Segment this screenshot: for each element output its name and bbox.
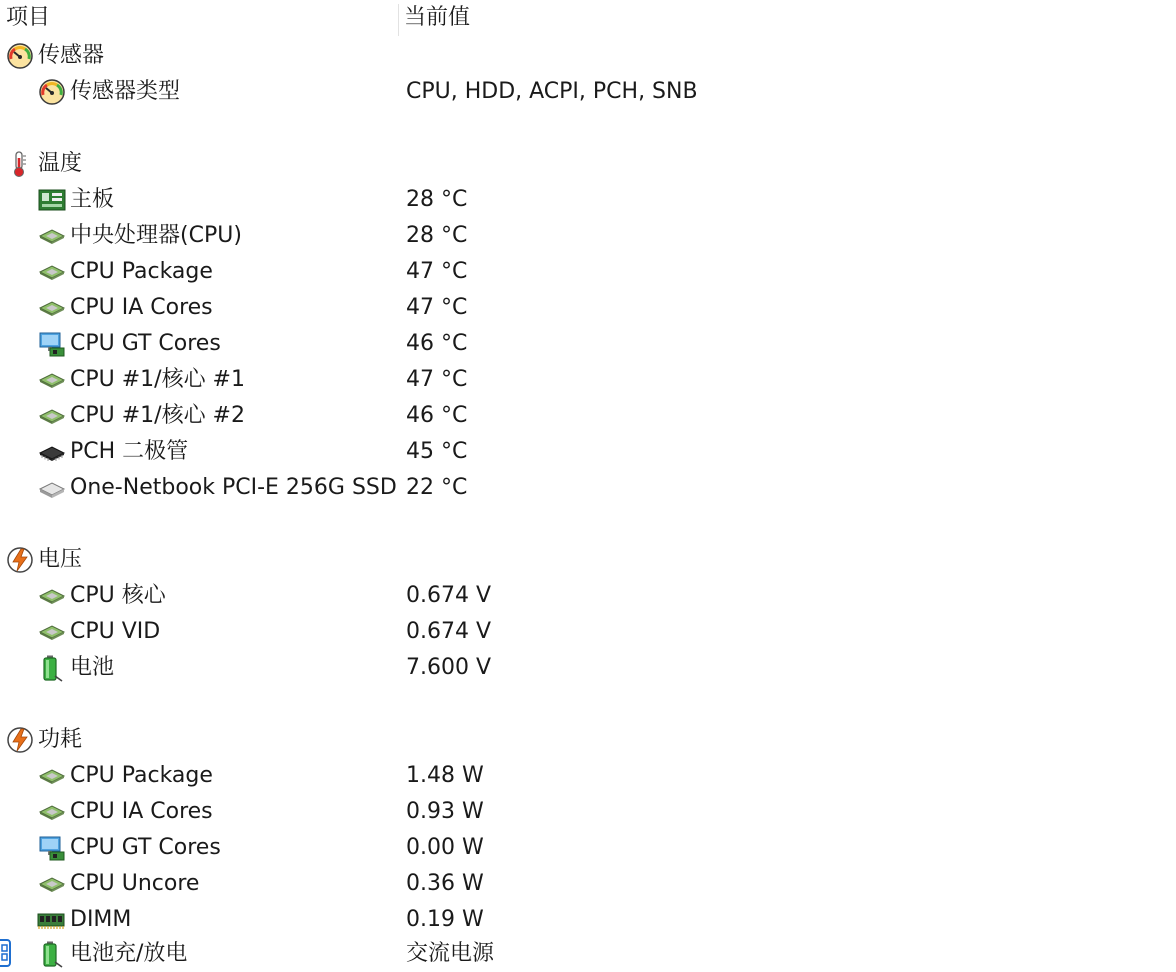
motherboard-icon	[38, 186, 66, 214]
sensor-gauge-icon	[6, 42, 34, 70]
row-temp-cpu-ia-cores[interactable]	[0, 290, 1176, 326]
battery-icon	[38, 940, 66, 968]
column-header	[0, 0, 1176, 38]
cpu-chip-icon	[38, 762, 66, 790]
item-label: 中央处理器(CPU)	[70, 223, 242, 248]
row-temp-core-2[interactable]	[0, 398, 1176, 434]
cpu-chip-icon	[38, 618, 66, 646]
column-header-value[interactable]: 当前值	[404, 5, 471, 30]
row-temp-cpu[interactable]	[0, 218, 1176, 254]
app-window-icon[interactable]	[0, 936, 16, 970]
row-temp-core-1[interactable]	[0, 362, 1176, 398]
item-label: 主板	[70, 187, 115, 212]
row-temp-cpu-gt-cores[interactable]	[0, 326, 1176, 362]
section-sensor[interactable]	[0, 38, 1176, 74]
item-label: One-Netbook PCI-E 256G SSD	[70, 475, 397, 500]
item-value: 7.600 V	[406, 655, 492, 680]
item-label: CPU VID	[70, 619, 161, 644]
item-label: CPU #1/核心 #1	[70, 367, 245, 392]
item-label: CPU #1/核心 #2	[70, 403, 245, 428]
item-label: PCH 二极管	[70, 439, 189, 464]
item-value: 0.36 W	[406, 871, 484, 896]
item-value: 46 °C	[406, 331, 468, 356]
item-value: 0.674 V	[406, 583, 492, 608]
power-bolt-icon	[6, 726, 34, 754]
row-power-cpu-ia-cores[interactable]	[0, 794, 1176, 830]
cpu-chip-icon	[38, 258, 66, 286]
section-title: 传感器	[38, 43, 105, 68]
item-value: 0.00 W	[406, 835, 484, 860]
item-label: CPU IA Cores	[70, 799, 213, 824]
item-value: 46 °C	[406, 403, 468, 428]
power-bolt-icon	[6, 546, 34, 574]
row-power-dimm[interactable]	[0, 902, 1176, 938]
row-volt-cpu-vid[interactable]	[0, 614, 1176, 650]
section-power[interactable]	[0, 722, 1176, 758]
item-value: 47 °C	[406, 367, 468, 392]
cpu-chip-icon	[38, 222, 66, 250]
item-value: 47 °C	[406, 295, 468, 320]
row-temp-motherboard[interactable]	[0, 182, 1176, 218]
item-value: 45 °C	[406, 439, 468, 464]
item-value: 28 °C	[406, 223, 468, 248]
cpu-chip-icon	[38, 402, 66, 430]
sensor-gauge-icon	[38, 78, 66, 106]
item-label: CPU GT Cores	[70, 331, 221, 356]
item-value: 1.48 W	[406, 763, 484, 788]
column-separator[interactable]	[398, 4, 399, 36]
row-sensor-type[interactable]	[0, 74, 1176, 110]
row-volt-cpu-core[interactable]	[0, 578, 1176, 614]
section-title: 温度	[38, 151, 83, 176]
item-value: 0.674 V	[406, 619, 492, 644]
column-header-item[interactable]: 项目	[6, 5, 51, 30]
item-label: CPU IA Cores	[70, 295, 213, 320]
item-label: CPU GT Cores	[70, 835, 221, 860]
item-value: 0.19 W	[406, 907, 484, 932]
memory-module-icon	[34, 906, 68, 934]
section-voltage[interactable]	[0, 542, 1176, 578]
item-label: CPU Uncore	[70, 871, 200, 896]
item-value: 22 °C	[406, 475, 468, 500]
item-label: 电池充/放电	[70, 941, 188, 966]
item-label: CPU Package	[70, 259, 213, 284]
cpu-chip-icon	[38, 870, 66, 898]
item-label: CPU Package	[70, 763, 213, 788]
section-temperature[interactable]	[0, 146, 1176, 182]
section-title: 电压	[38, 547, 83, 572]
cpu-chip-icon	[38, 294, 66, 322]
item-label: 电池	[70, 655, 115, 680]
row-temp-pch-diode[interactable]	[0, 434, 1176, 470]
row-temp-ssd[interactable]	[0, 470, 1176, 506]
row-volt-battery[interactable]	[0, 650, 1176, 686]
row-power-cpu-uncore[interactable]	[0, 866, 1176, 902]
battery-icon	[38, 654, 66, 682]
item-label: DIMM	[70, 907, 132, 932]
cpu-chip-icon	[38, 366, 66, 394]
section-title: 功耗	[38, 727, 83, 752]
gpu-monitor-icon	[38, 330, 66, 358]
ssd-drive-icon	[38, 474, 66, 502]
gpu-monitor-icon	[38, 834, 66, 862]
item-value: 47 °C	[406, 259, 468, 284]
row-power-battery-charge[interactable]	[0, 936, 1176, 972]
item-label: 传感器类型	[70, 79, 181, 104]
item-value: 交流电源	[406, 941, 495, 966]
item-value: 0.93 W	[406, 799, 484, 824]
item-value: CPU, HDD, ACPI, PCH, SNB	[406, 79, 698, 104]
item-value: 28 °C	[406, 187, 468, 212]
row-power-cpu-gt-cores[interactable]	[0, 830, 1176, 866]
row-power-cpu-package[interactable]	[0, 758, 1176, 794]
cpu-chip-icon	[38, 582, 66, 610]
chipset-icon	[38, 438, 66, 466]
row-temp-cpu-package[interactable]	[0, 254, 1176, 290]
cpu-chip-icon	[38, 798, 66, 826]
item-label: CPU 核心	[70, 583, 166, 608]
thermometer-icon	[6, 150, 34, 178]
